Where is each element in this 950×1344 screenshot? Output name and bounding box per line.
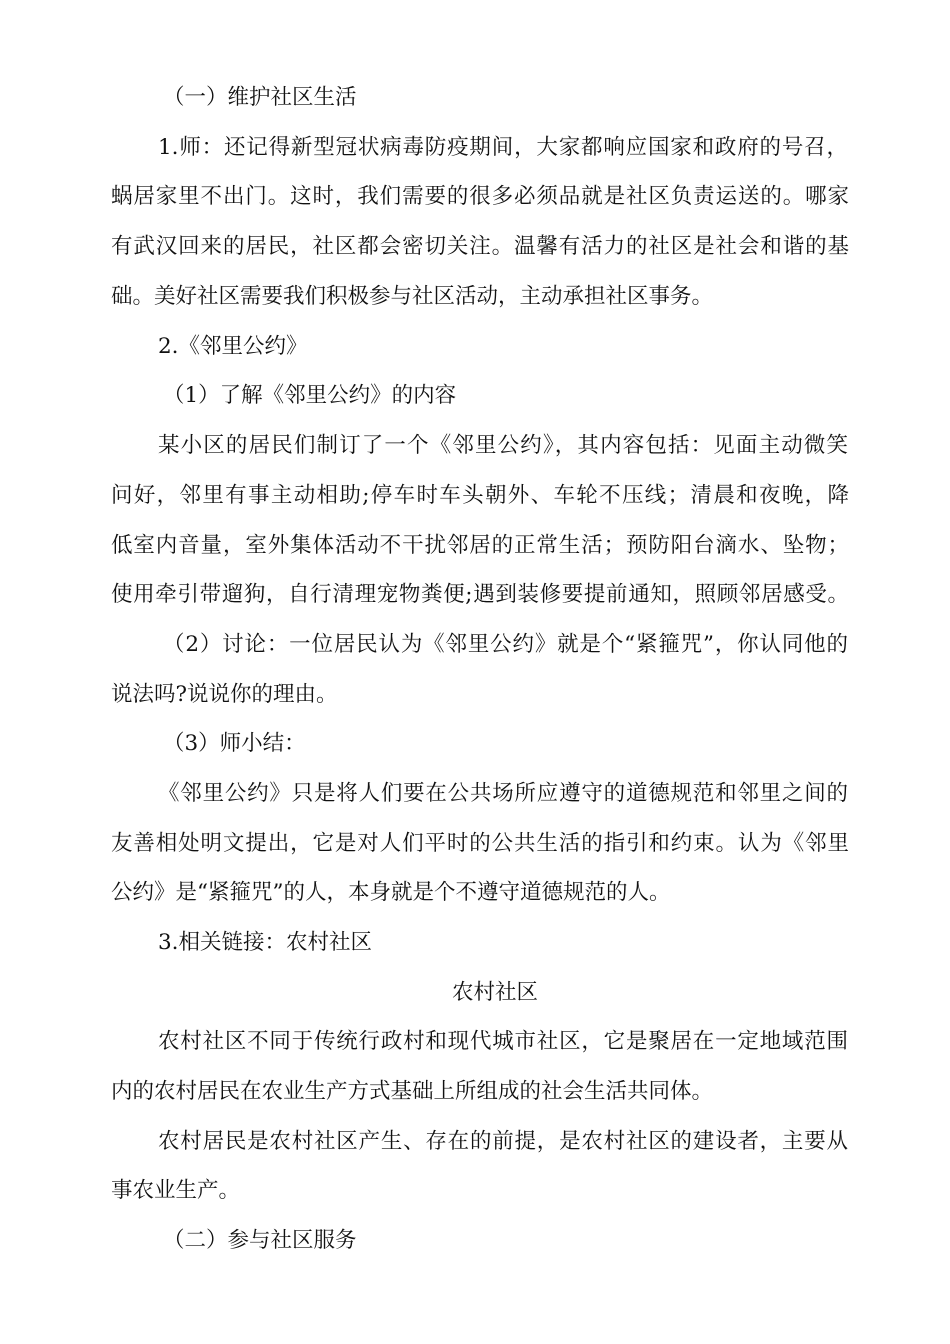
- item-heading-2: 2.《邻里公约》: [158, 334, 308, 359]
- text-line: 低室内音量，室外集体活动不干扰邻居的正常生活；预防阳台滴水、坠物；: [111, 533, 849, 558]
- text-line: 有武汉回来的居民，社区都会密切关注。温馨有活力的社区是社会和谐的基: [111, 234, 849, 259]
- text-line: 问好，邻里有事主动相助;停车时车头朝外、车轮不压线；清晨和夜晚，降: [111, 483, 849, 508]
- text-line: 事农业生产。: [111, 1178, 241, 1203]
- subheading-3: （3）师小结：: [163, 731, 306, 756]
- item-heading-3: 3.相关链接：农村社区: [158, 930, 373, 955]
- text-line: 础。美好社区需要我们积极参与社区活动，主动承担社区事务。: [111, 284, 714, 309]
- text-line: 1.师：还记得新型冠状病毒防疫期间，大家都响应国家和政府的号召，: [158, 135, 848, 160]
- section-heading-2: （二）参与社区服务: [163, 1228, 357, 1253]
- text-line: 说法吗?说说你的理由。: [111, 682, 338, 707]
- text-line: 使用牵引带遛狗，自行清理宠物粪便;遇到装修要提前通知，照顾邻居感受。: [111, 582, 849, 607]
- text-line: 农村社区不同于传统行政村和现代城市社区，它是聚居在一定地域范围: [158, 1029, 848, 1054]
- section-heading-1: （一）维护社区生活: [163, 85, 357, 110]
- text-line: 蜗居家里不出门。这时，我们需要的很多必须品就是社区负责运送的。哪家: [111, 184, 849, 209]
- box-title: 农村社区: [451, 980, 538, 1005]
- text-line: 《邻里公约》只是将人们要在公共场所应遵守的道德规范和邻里之间的: [158, 781, 848, 806]
- text-line: （2）讨论：一位居民认为《邻里公约》就是个“紧箍咒”，你认同他的: [163, 632, 848, 657]
- subheading-1: （1）了解《邻里公约》的内容: [163, 383, 457, 408]
- text-line: 某小区的居民们制订了一个《邻里公约》，其内容包括：见面主动微笑: [158, 433, 848, 458]
- text-line: 内的农村居民在农业生产方式基础上所组成的社会生活共同体。: [111, 1079, 714, 1104]
- text-line: 公约》是“紧箍咒”的人，本身就是个不遵守道德规范的人。: [111, 880, 671, 905]
- text-line: 友善相处明文提出，它是对人们平时的公共生活的指引和约束。认为《邻里: [111, 831, 849, 856]
- text-line: 农村居民是农村社区产生、存在的前提，是农村社区的建设者，主要从: [158, 1129, 848, 1154]
